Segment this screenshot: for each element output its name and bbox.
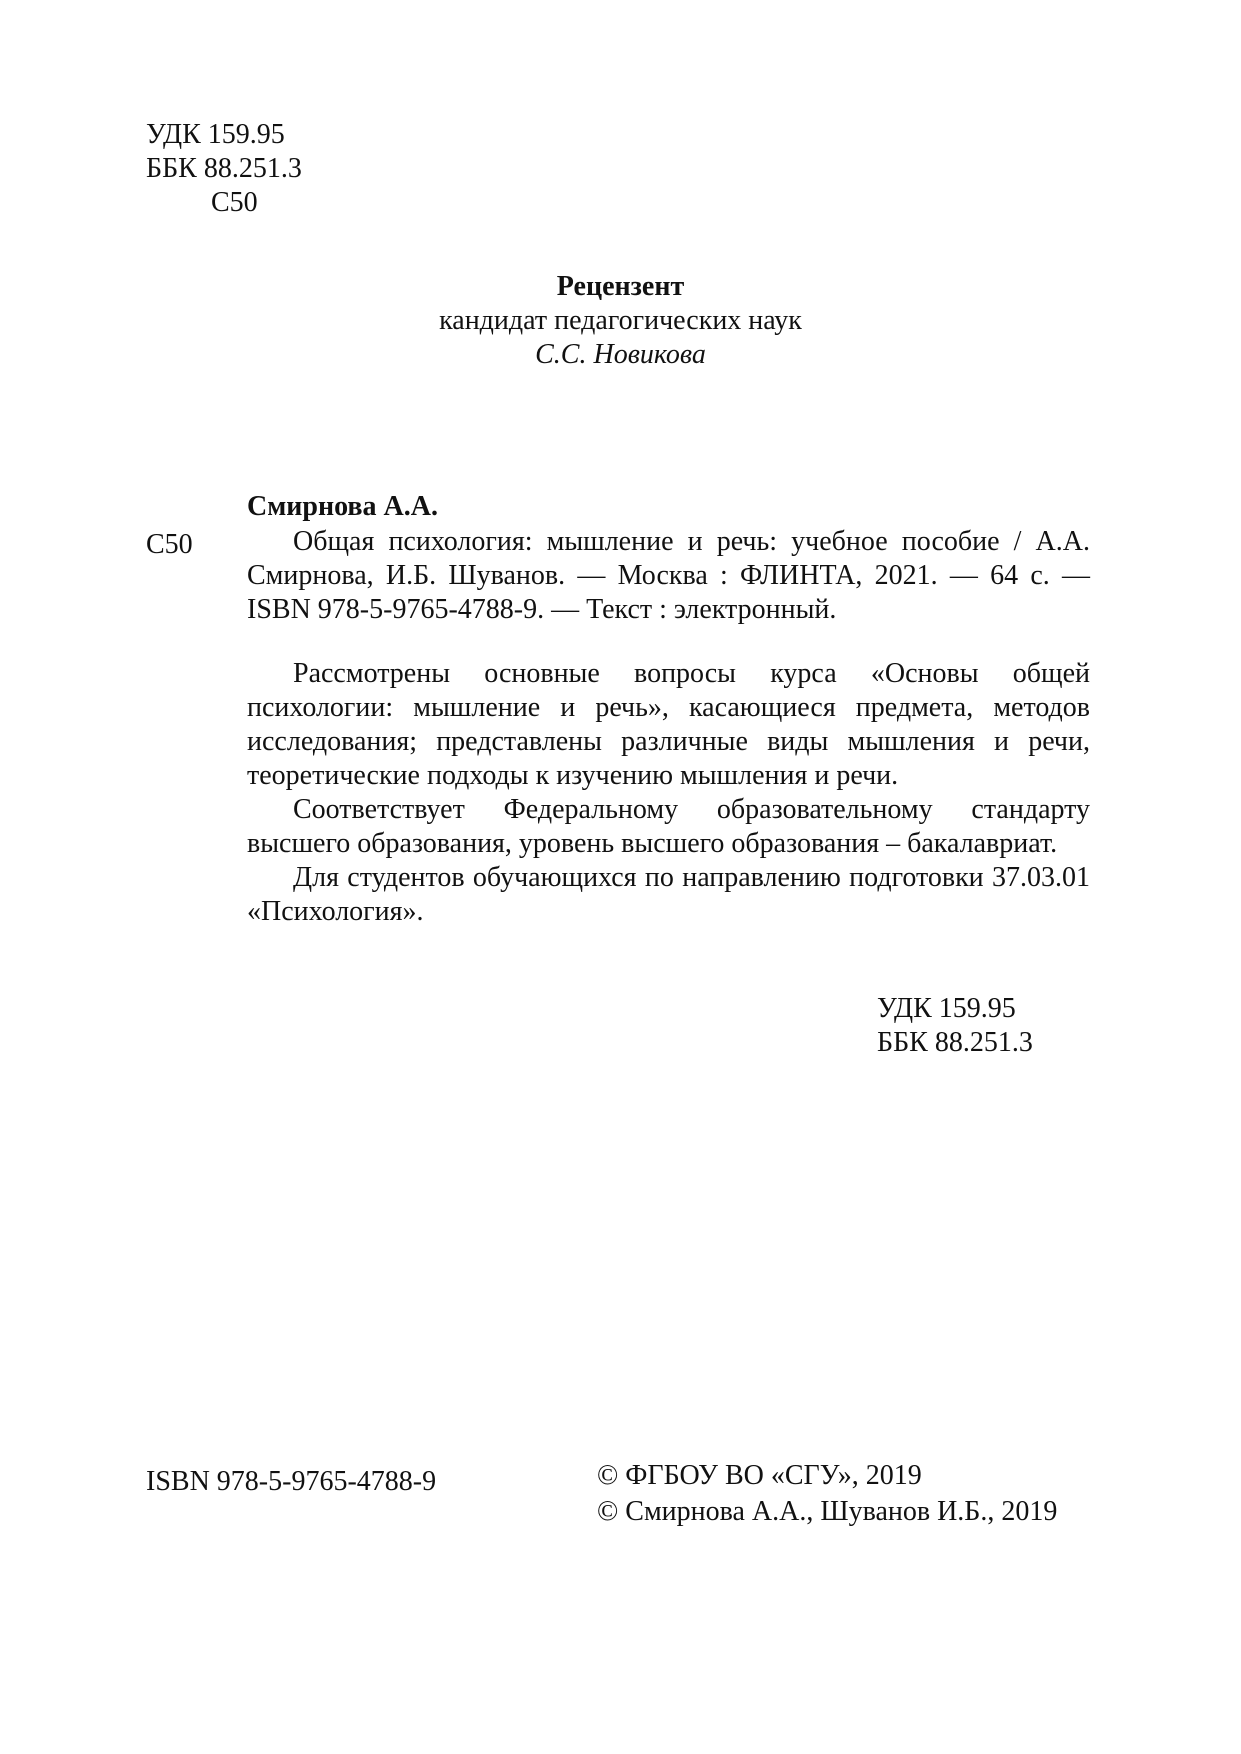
bibliographic-description	[247, 525, 1090, 627]
author-sign-code: С50	[211, 187, 258, 218]
reviewer-name: С.С. Новикова	[535, 339, 706, 370]
isbn: ISBN 978-5-9765-4788-9	[146, 1466, 437, 1497]
record-author: Смирнова А.А.	[247, 491, 438, 522]
bbk-code-bottom: ББК 88.251.3	[877, 1027, 1033, 1058]
annotation-paragraph: Для студентов обучающихся по направлению подготовки 37.03.01 «Психология».	[247, 862, 1090, 927]
bibliographic-text: Общая психология: мышление и речь: учебное пособие / А.А. Смирнова, И.Б. Шуванов. — Москва : ФЛИНТА, 2021. — 64 с. — ISBN 978-5-9765-4788-9. — Текст : электронный.	[247, 526, 1090, 625]
copyright-publisher: © ФГБОУ ВО «СГУ», 2019	[597, 1460, 922, 1491]
copyright-authors: © Смирнова А.А., Шуванов И.Б., 2019	[597, 1496, 1058, 1527]
udk-code-bottom: УДК 159.95	[877, 993, 1016, 1024]
udk-code: УДК 159.95	[146, 119, 285, 150]
record-sign-code: С50	[146, 529, 193, 560]
reviewer-degree: кандидат педагогических наук	[439, 305, 802, 336]
bbk-code: ББК 88.251.3	[146, 153, 302, 184]
annotation-paragraph: Рассмотрены основные вопросы курса «Основы общей психологии: мышление и речь», касающиеся предмета, методов исследования; представлены различные виды мышления и речи, теоретические подходы к изучению мышления и речи.	[247, 658, 1090, 791]
annotation-paragraph: Соответствует Федеральному образовательному стандарту высшего образования, уровень высшего образования – бакалавриат.	[247, 794, 1090, 859]
annotation	[247, 657, 1090, 929]
reviewer-heading: Рецензент	[556, 271, 685, 302]
